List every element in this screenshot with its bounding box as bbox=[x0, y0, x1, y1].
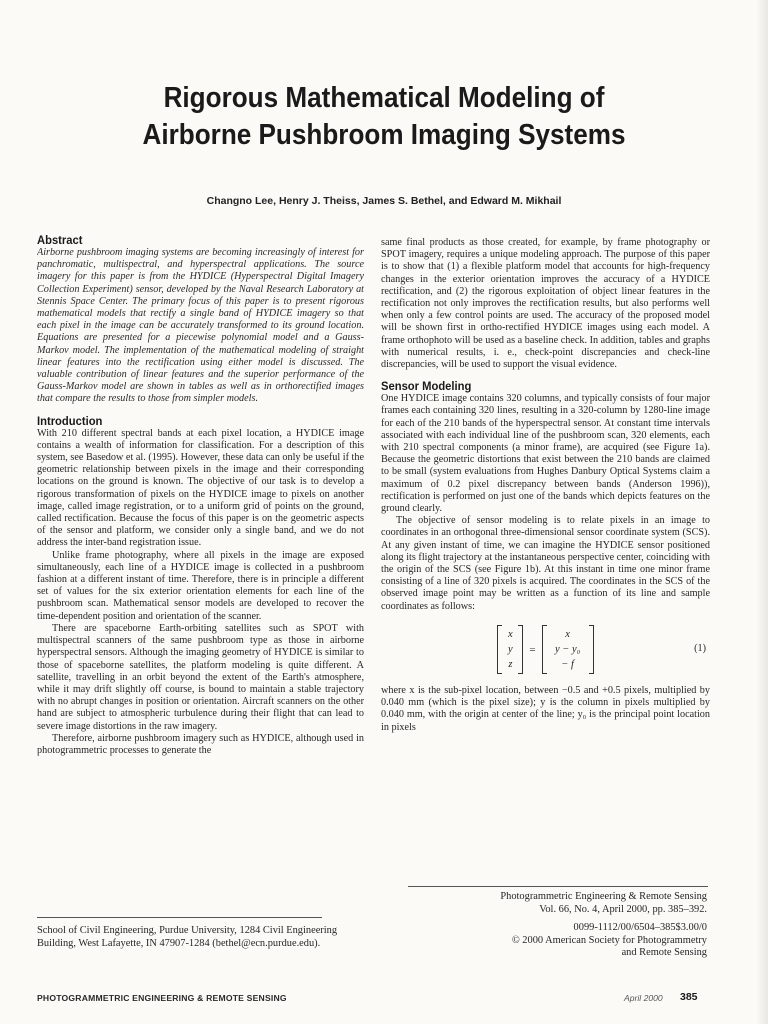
journal-citation bbox=[377, 891, 707, 960]
abstract-text: Airborne pushbroom imaging systems are becoming increasingly of interest for panchromatic, multispectral, and hyperspectral applications. The source imagery for this paper is from the HYDICE (Hyperspectral Digital Imagery Collection Experiment) sensor, developed by the Naval Research Laboratory at Stennis Space Center. The primary focus of this paper is to present rigorous mathematical models that rectify a single band of HYDICE imagery so that each pixel in the image can be accurately transformed to its ground location. Equations are presented for a piecewise polynomial model and a Gauss-Markov model. The implementation of the mathematical modeling of straight linear features into the rectification using either model is discussed. The valuable contribution of linear features and the superior performance of the Gauss-Markov model are shown in tables as well as in orthorectified images that compare the results to those from simpler models. bbox=[37, 247, 364, 405]
paper-title-line: Airborne Pushbroom Imaging Systems bbox=[142, 119, 626, 151]
vector-entry: x bbox=[508, 629, 513, 641]
citation-issn: 0099-1112/00/6504–385$3.00/0 bbox=[573, 922, 707, 933]
body-paragraph: where x is the sub-pixel location, between −0.5 and +0.5 pixels, multiplied by 0.040 mm (which is the pixel size); y is the column in pixels multiplied by 0.040 mm, with the origin at center of the line; y₀ is the principal point location in pixels bbox=[381, 684, 710, 733]
body-paragraph: Unlike frame photography, where all pixels in the image are exposed simultaneously, each line of a HYDICE image is collected in a pushbroom fashion at a different instant of time. Therefore, there is in principle a different set of values for the six exterior orientation elements for each line of the pushbroom scan. Mathematical sensor models are developed to recover the time-dependent position and orientation of the scanner. bbox=[37, 549, 364, 622]
vector-entry: x bbox=[565, 629, 570, 641]
body-paragraph: With 210 different spectral bands at each pixel location, a HYDICE image contains a wealth of information for classification. For a description of this system, see Basedow et al. (1995). However, these data can only be useful if the geometric relationship between pixels in the image and their corresponding locations on the ground is known. The objective of our task is to develop a rigorous transformation of pixels on the HYDICE image to pixels on another image, called image registration, or to a uniform grid of points on the ground, called rectification. Because the focus of this paper is on the geometric aspects of the sensor and platform, we consider only a single band, and we do not address the inter-band registration issue. bbox=[37, 427, 364, 549]
vector-entry: y bbox=[508, 644, 513, 656]
author-list: Changno Lee, Henry J. Theiss, James S. Bethel, and Edward M. Mikhail bbox=[206, 195, 562, 207]
affiliation-divider bbox=[37, 917, 322, 918]
paper-title-line: Rigorous Mathematical Modeling of bbox=[163, 82, 605, 114]
vector-entry: − f bbox=[561, 659, 574, 671]
body-paragraph: There are spaceborne Earth-orbiting satellites such as SPOT with multispectral scanners of the same pushbroom type as those in airborne hyperspectral sensors. Although the imaging geometry of HYDICE is similar to those of spaceborne satellites, the platform modeling is quite different. A satellite, travelling in an orbit beyond the extent of the Earth's atmosphere, while it may drift slightly off course, is bound to maintain a stable trajectory with no abrupt changes in position or orientation. Aircraft scanners on the other hand are subject to atmospheric turbulence during their flight that can lead to severe image distortions in the raw imagery. bbox=[37, 622, 364, 732]
vector-entry: z bbox=[508, 659, 513, 671]
body-paragraph: same final products as those created, for example, by frame photography or SPOT imagery, requires a unique modeling approach. The purpose of this paper is to show that (1) a flexible platform model that accounts for high-frequency changes in the exterior orientation improves the accuracy of a HYDICE rectification, and (2) the rigorous exploitation of object linear features in the rectification not only improves the rectification results, but also performs well when only a few control points are used. The accuracy of the proposed model will be shown first in ortho-rectified HYDICE images using each model. A frame orthophoto will be used as a baseline check. In addition, tables and graphs with numerical results, i. e., check-point discrepancies and check-line discrepancies, will be used to support the visual evidence. bbox=[381, 237, 710, 371]
citation-journal: Photogrammetric Engineering & Remote Sensing bbox=[500, 891, 707, 902]
body-paragraph: One HYDICE image contains 320 columns, and typically consists of four major frames each containing 320 lines, resulting in a 320-column by 1280-line image for each of the 210 bands of the hyperspectral sensor. At constant time intervals associated with each individual line of the pushbroom scan, 320 elements, each with 210 spectral components (a minor frame), are acquired (see Figure 1a). Because the geometric distortions that exist between the 210 bands are claimed to be small (system evaluations from Hughes Danbury Optical Systems claim a maximum of 0.2 pixel discrepancy between bands (Anderson 1996)), rectification is performed on just one of the bands which depicts features on the ground clearly. bbox=[381, 393, 710, 515]
author-affiliation: School of Civil Engineering, Purdue University, 1284 Civil Engineering Building, West Lafayette, IN 47907-1284 (bethel@ecn.purdue.edu). bbox=[37, 925, 338, 949]
right-column bbox=[381, 237, 710, 845]
citation-copyright: © 2000 American Society for Photogrammetry bbox=[511, 934, 707, 946]
left-column bbox=[37, 233, 364, 873]
page-edge-shadow bbox=[756, 0, 768, 1024]
equation-number: (1) bbox=[694, 642, 706, 654]
equation-lhs-vector bbox=[497, 625, 523, 674]
equation-rhs-vector bbox=[542, 625, 594, 674]
citation-volume: Vol. 66, No. 4, April 2000, pp. 385–392. bbox=[539, 903, 707, 915]
equation-1 bbox=[381, 621, 710, 679]
citation-copyright: and Remote Sensing bbox=[621, 947, 707, 958]
citation-divider bbox=[408, 886, 708, 887]
equals-sign: = bbox=[529, 643, 536, 656]
vector-entry: y − y₀ bbox=[554, 644, 581, 656]
introduction-heading: Introduction bbox=[37, 413, 103, 428]
body-paragraph: Therefore, airborne pushbroom imagery such as HYDICE, although used in photogrammetric processes to generate the bbox=[37, 732, 364, 756]
body-paragraph: The objective of sensor modeling is to relate pixels in an image to coordinates in an orthogonal three-dimensional sensor coordinate system (SCS). At any given instant of time, we can imagine the HYDICE sensor positioned along its flight trajectory at the instantaneous perspective center, coinciding with the origin of the SCS (see Figure 1b). At this instant in time one minor frame consisting of a line of 320 pixels is acquired. The coordinates in the SCS of the observed image point may be written as a function of its line and sample coordinates as follows: bbox=[381, 515, 710, 612]
footer-date: April 2000 bbox=[624, 993, 663, 1003]
sensor-modeling-heading: Sensor Modeling bbox=[381, 379, 472, 394]
page-number: 385 bbox=[680, 991, 698, 1003]
footer-journal-name: PHOTOGRAMMETRIC ENGINEERING & REMOTE SENSING bbox=[37, 993, 287, 1003]
abstract-heading: Abstract bbox=[37, 233, 83, 247]
paper-title bbox=[92, 80, 675, 154]
